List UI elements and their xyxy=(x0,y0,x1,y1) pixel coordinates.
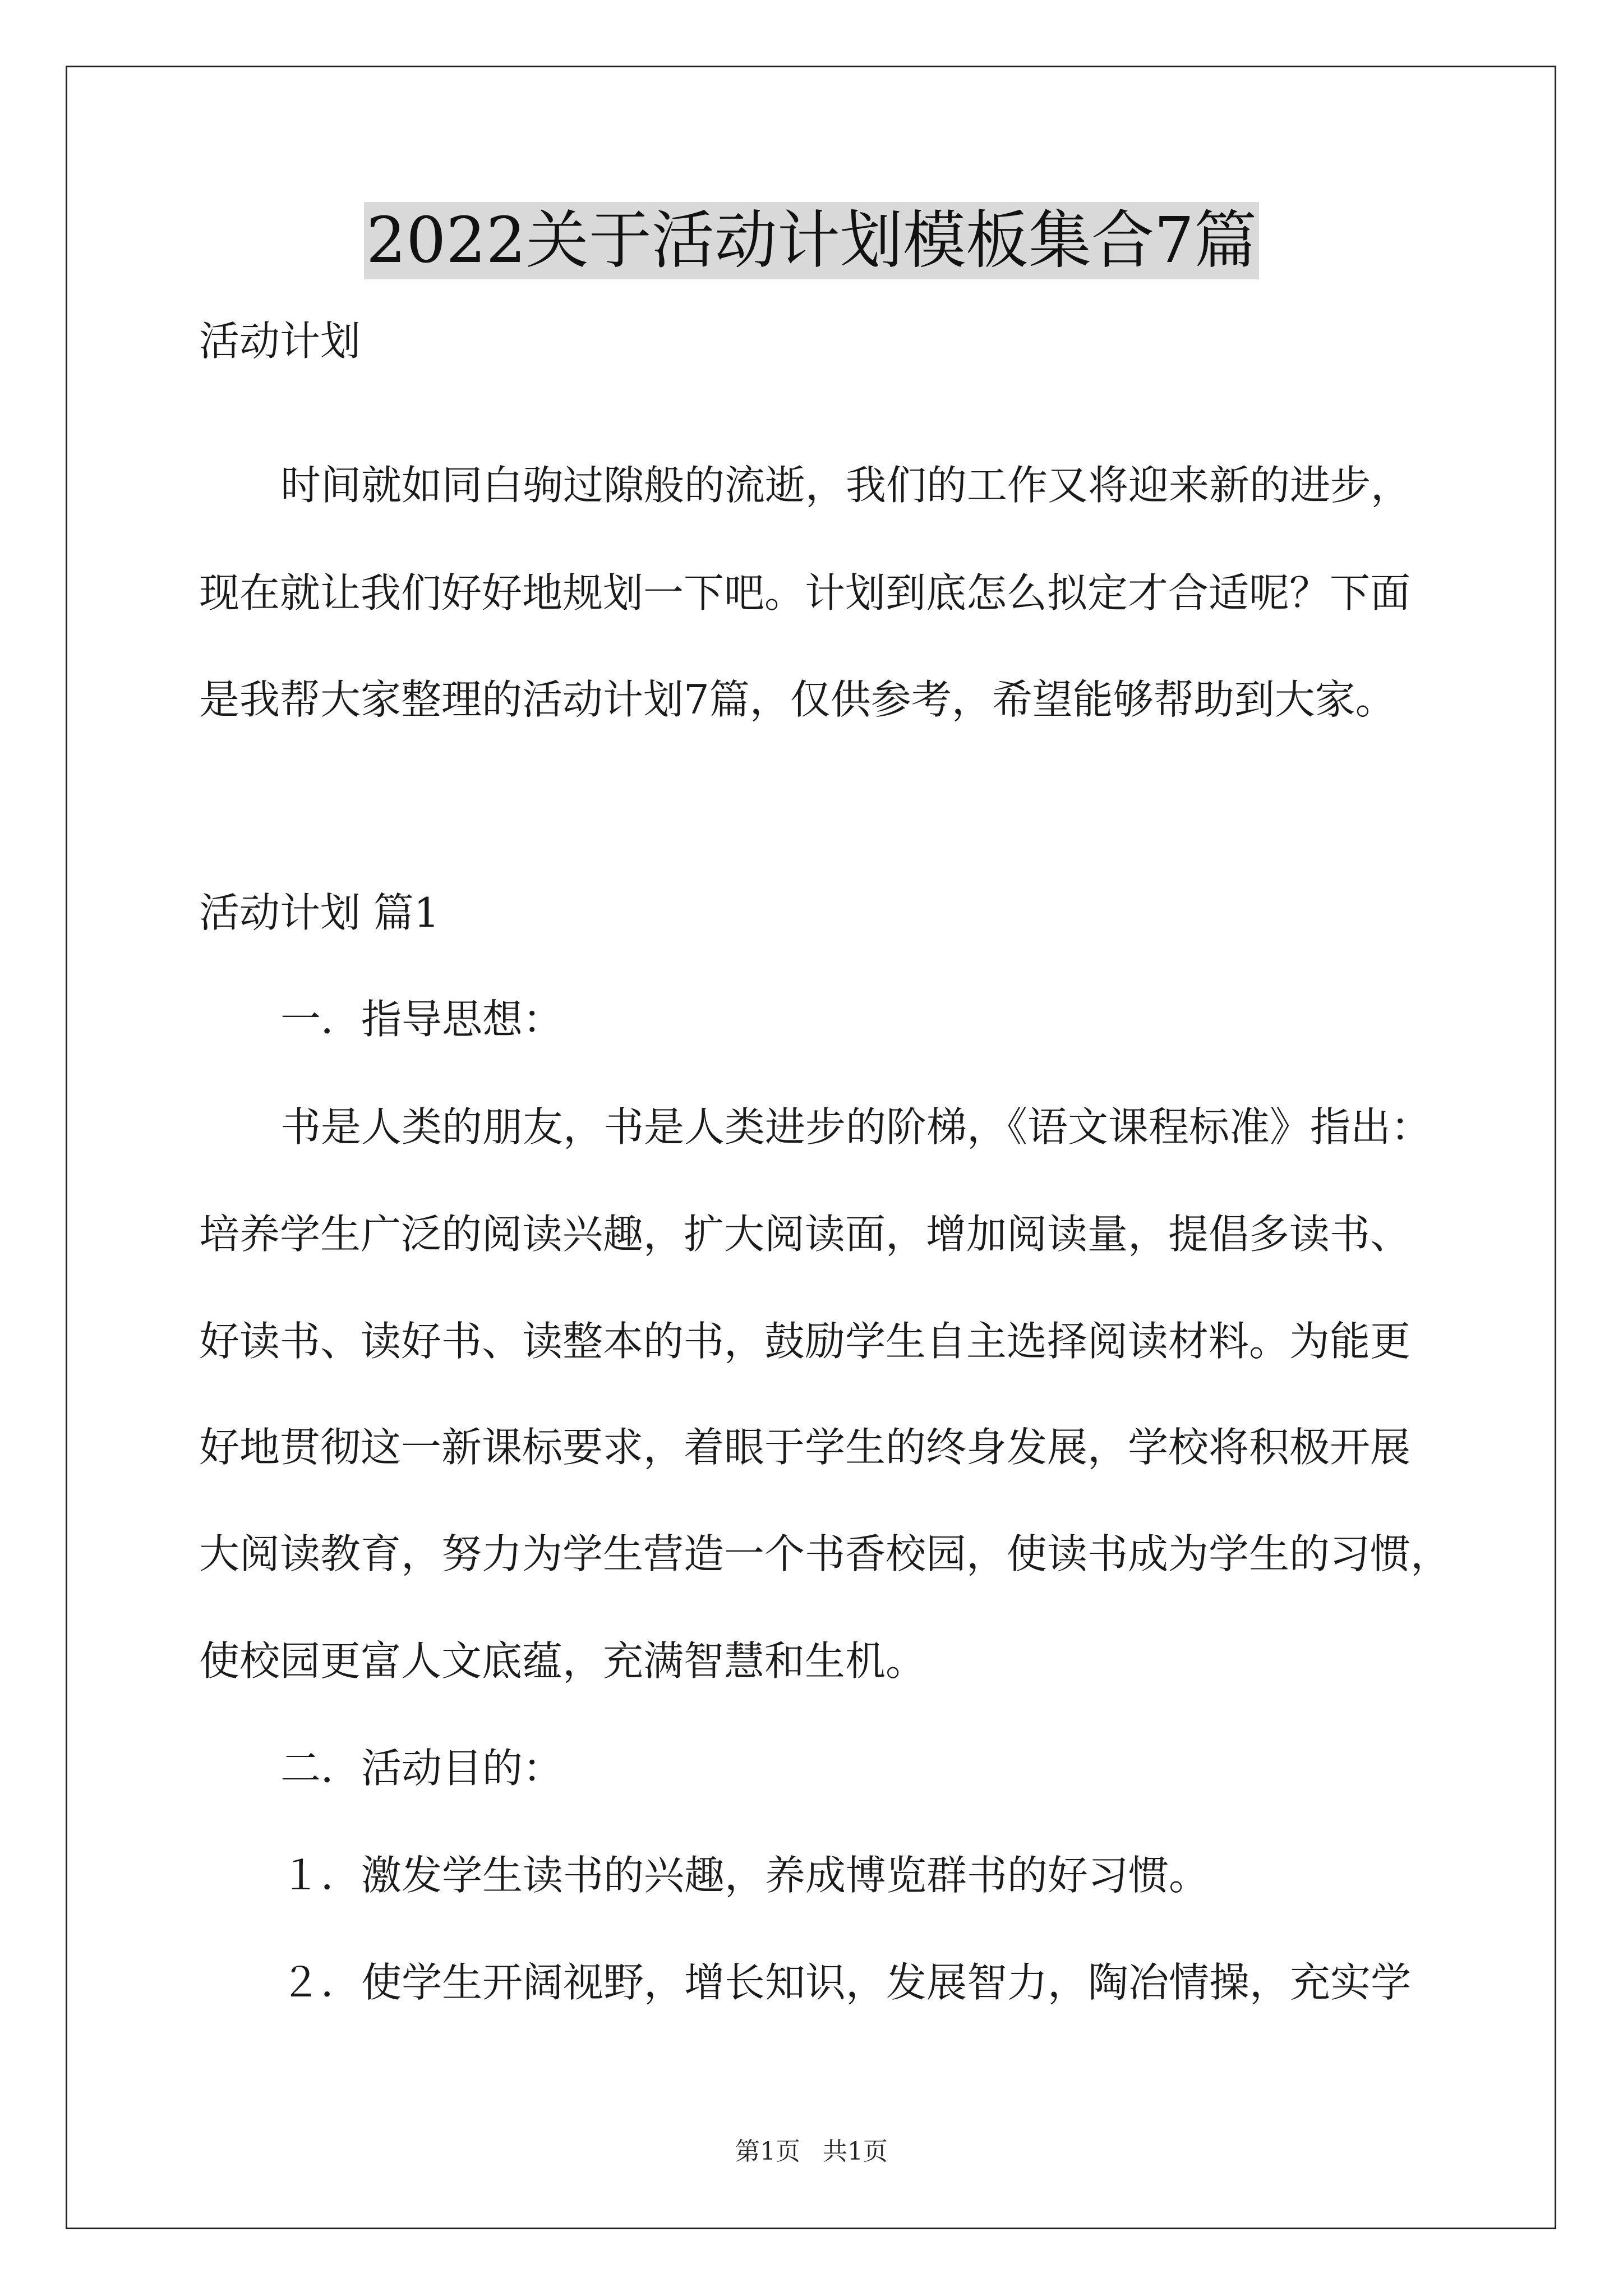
subsection-heading: 一．指导思想： xyxy=(280,996,564,1043)
paragraph-line: 使校园更富人文底蕴，充满智慧和生机。 xyxy=(199,1637,926,1685)
paragraph-line: 时间就如同白驹过隙般的流逝，我们的工作又将迎来新的进步， xyxy=(280,462,1412,509)
paragraph-line: 书是人类的朋友，书是人类进步的阶梯，《语文课程标准》指出： xyxy=(280,1103,1432,1151)
paragraph-line: 培养学生广泛的阅读兴趣，扩大阅读面，增加阅读量，提倡多读书、 xyxy=(199,1211,1411,1258)
subsection-heading: 二．活动目的： xyxy=(280,1745,564,1792)
page-total: 共1页 xyxy=(823,2137,888,2166)
paragraph-line: 好地贯彻这一新课标要求，着眼于学生的终身发展，学校将积极开展 xyxy=(199,1424,1411,1471)
section-heading: 活动计划 篇1 xyxy=(199,889,440,936)
paragraph-line: 是我帮大家整理的活动计划7篇，仅供参考，希望能够帮助到大家。 xyxy=(199,676,1396,723)
paragraph-line: 好读书、读好书、读整本的书，鼓励学生自主选择阅读材料。为能更 xyxy=(199,1318,1411,1365)
document-title: 2022关于活动计划模板集合7篇 xyxy=(364,202,1259,279)
intro-heading: 活动计划 xyxy=(199,318,361,365)
page-number: 第1页 xyxy=(735,2137,800,2166)
paragraph-line: 现在就让我们好好地规划一下吧。计划到底怎么拟定才合适呢？下面 xyxy=(199,569,1411,616)
list-item: ２．使学生开阔视野，增长知识，发展智力，陶冶情操，充实学 xyxy=(280,1959,1412,2006)
title-container xyxy=(0,202,1623,279)
list-item: １．激发学生读书的兴趣，养成博览群书的好习惯。 xyxy=(280,1852,1210,1899)
page-footer xyxy=(0,2136,1623,2168)
paragraph-line: 大阅读教育，努力为学生营造一个书香校园，使读书成为学生的习惯， xyxy=(199,1530,1451,1577)
